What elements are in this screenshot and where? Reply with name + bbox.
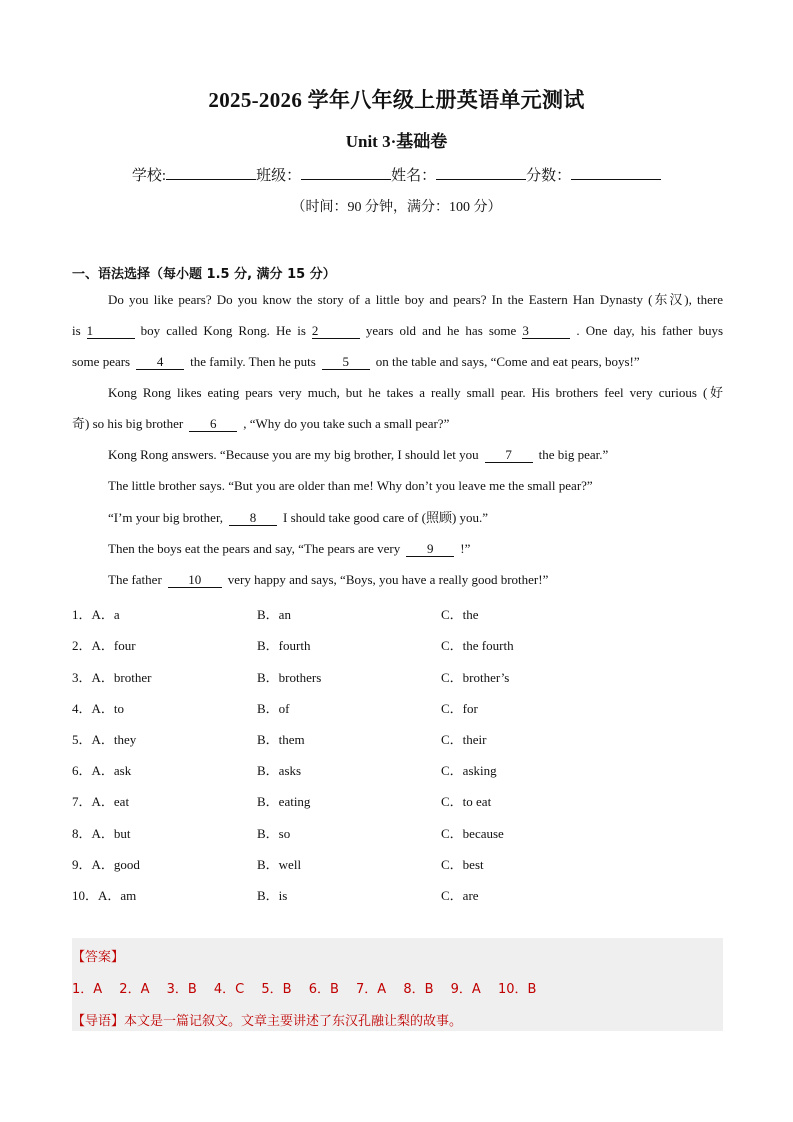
option-b: B．fourth — [257, 638, 311, 653]
blank-9: 9 — [406, 542, 454, 557]
option-b: B．well — [257, 857, 302, 872]
option-b: B．them — [257, 732, 305, 747]
passage-line — [108, 533, 470, 564]
option-row — [72, 604, 120, 623]
option-b: B．so — [257, 826, 291, 841]
page-subtitle: Unit 3·基础卷 — [345, 132, 448, 151]
question-number: 10． — [72, 888, 99, 903]
student-info-line — [0, 164, 793, 185]
passage-line: The little brother says. “But you are older than me! Why don’t you leave me the small pear?” — [108, 478, 593, 493]
blank-4: 4 — [136, 355, 184, 370]
passage-line — [72, 315, 723, 346]
passage-text: Then the boys eat the pears and say, “The pears are very — [108, 541, 401, 556]
blank-10: 10 — [168, 573, 222, 588]
option-c: C．are — [441, 888, 479, 903]
option-b: B．of — [257, 701, 290, 716]
name-blank — [436, 165, 526, 180]
option-c: C．to eat — [441, 794, 492, 809]
passage-line — [108, 439, 608, 470]
option-row — [72, 823, 131, 842]
passage-text: very happy and says, “Boys, you have a really good brother!” — [227, 572, 549, 587]
option-a: A．eat — [91, 794, 130, 809]
option-a: A．they — [91, 732, 137, 747]
blank-5: 5 — [322, 355, 370, 370]
option-b: B．asks — [257, 763, 302, 778]
passage-line — [108, 502, 488, 533]
option-c: C．their — [441, 732, 487, 747]
passage-line — [72, 408, 449, 439]
passage-text: some pears — [72, 354, 131, 369]
option-c: C．because — [441, 826, 504, 841]
question-number: 8． — [72, 826, 92, 841]
passage-text: !” — [460, 541, 471, 556]
option-a: A．four — [91, 638, 136, 653]
option-a: A．am — [98, 888, 137, 903]
passage-text: years old and he has some — [365, 323, 517, 338]
passage-text: I should take good care of (照顾) you.” — [283, 510, 489, 525]
question-number: 7． — [72, 794, 92, 809]
answer-guide: 【导语】本文是一篇记叙文。文章主要讲述了东汉孔融让梨的故事。 — [72, 1014, 463, 1029]
option-row — [72, 885, 136, 904]
option-b: B．is — [257, 888, 288, 903]
passage-text: . One day, his father buys — [576, 323, 724, 338]
school-blank — [166, 165, 256, 180]
option-row — [72, 729, 136, 748]
passage-text: 奇) so his big brother — [72, 416, 184, 431]
blank-8: 8 — [229, 511, 277, 526]
option-c: C．best — [441, 857, 484, 872]
option-row — [72, 760, 131, 779]
option-row — [72, 698, 124, 717]
question-number: 9． — [72, 857, 92, 872]
answer-key: 1．A 2．A 3．B 4．C 5．B 6．B 7．A 8．B 9．A 10．B — [72, 982, 537, 997]
passage-line — [108, 564, 548, 595]
option-a: A．ask — [91, 763, 132, 778]
page-title: 2025-2026 学年八年级上册英语单元测试 — [208, 88, 585, 112]
option-row — [72, 854, 140, 873]
question-number: 6． — [72, 763, 92, 778]
option-row — [72, 791, 129, 810]
passage-line — [72, 346, 640, 377]
option-a: A．to — [91, 701, 125, 716]
passage-text: is — [72, 323, 81, 338]
class-blank — [301, 165, 391, 180]
name-label: 姓名： — [391, 168, 437, 184]
blank-1: 1 — [87, 324, 135, 339]
answer-label: 【答案】 — [72, 950, 125, 965]
score-label: 分数： — [526, 168, 572, 184]
option-b: B．brothers — [257, 670, 322, 685]
option-a: A．brother — [91, 670, 152, 685]
passage-text: boy called Kong Rong. He is — [140, 323, 306, 338]
passage-text: The father — [108, 572, 162, 587]
passage-text: the family. Then he puts — [190, 354, 316, 369]
option-c: C．for — [441, 701, 478, 716]
blank-2: 2 — [312, 324, 360, 339]
option-row — [72, 667, 151, 686]
section-title: 一、语法选择（每小题 1.5 分, 满分 15 分） — [72, 267, 336, 282]
blank-3: 3 — [522, 324, 570, 339]
question-number: 4． — [72, 701, 92, 716]
passage-text: Kong Rong answers. “Because you are my big brother, I should let you — [108, 447, 479, 462]
option-c: C．the fourth — [441, 638, 514, 653]
passage-text: “I’m your big brother, — [108, 510, 224, 525]
score-blank — [571, 165, 661, 180]
question-number: 5． — [72, 732, 92, 747]
question-number: 2． — [72, 638, 92, 653]
option-c: C．the — [441, 607, 479, 622]
option-a: A．but — [91, 826, 131, 841]
passage-line: Do you like pears? Do you know the story of a little boy and pears? In the Eastern Han Dynasty (东汉), there — [108, 292, 723, 307]
question-number: 1． — [72, 607, 92, 622]
passage-text: on the table and says, “Come and eat pears, boys!” — [375, 354, 640, 369]
class-label: 班级： — [256, 168, 302, 184]
passage-line: Kong Rong likes eating pears very much, but he takes a really small pear. His brothers feel very curious (好 — [108, 385, 723, 400]
passage-text: , “Why do you take such a small pear?” — [243, 416, 450, 431]
option-a: A．good — [91, 857, 140, 872]
school-label: 学校: — [131, 168, 167, 184]
option-c: C．brother’s — [441, 670, 510, 685]
option-c: C．asking — [441, 763, 497, 778]
option-b: B．eating — [257, 794, 311, 809]
question-number: 3． — [72, 670, 92, 685]
option-row — [72, 635, 136, 654]
option-a: A．a — [91, 607, 120, 622]
time-info: （时间：90 分钟，满分：100 分） — [291, 200, 502, 215]
blank-6: 6 — [189, 417, 237, 432]
blank-7: 7 — [485, 448, 533, 463]
option-b: B．an — [257, 607, 291, 622]
passage-text: the big pear.” — [538, 447, 609, 462]
